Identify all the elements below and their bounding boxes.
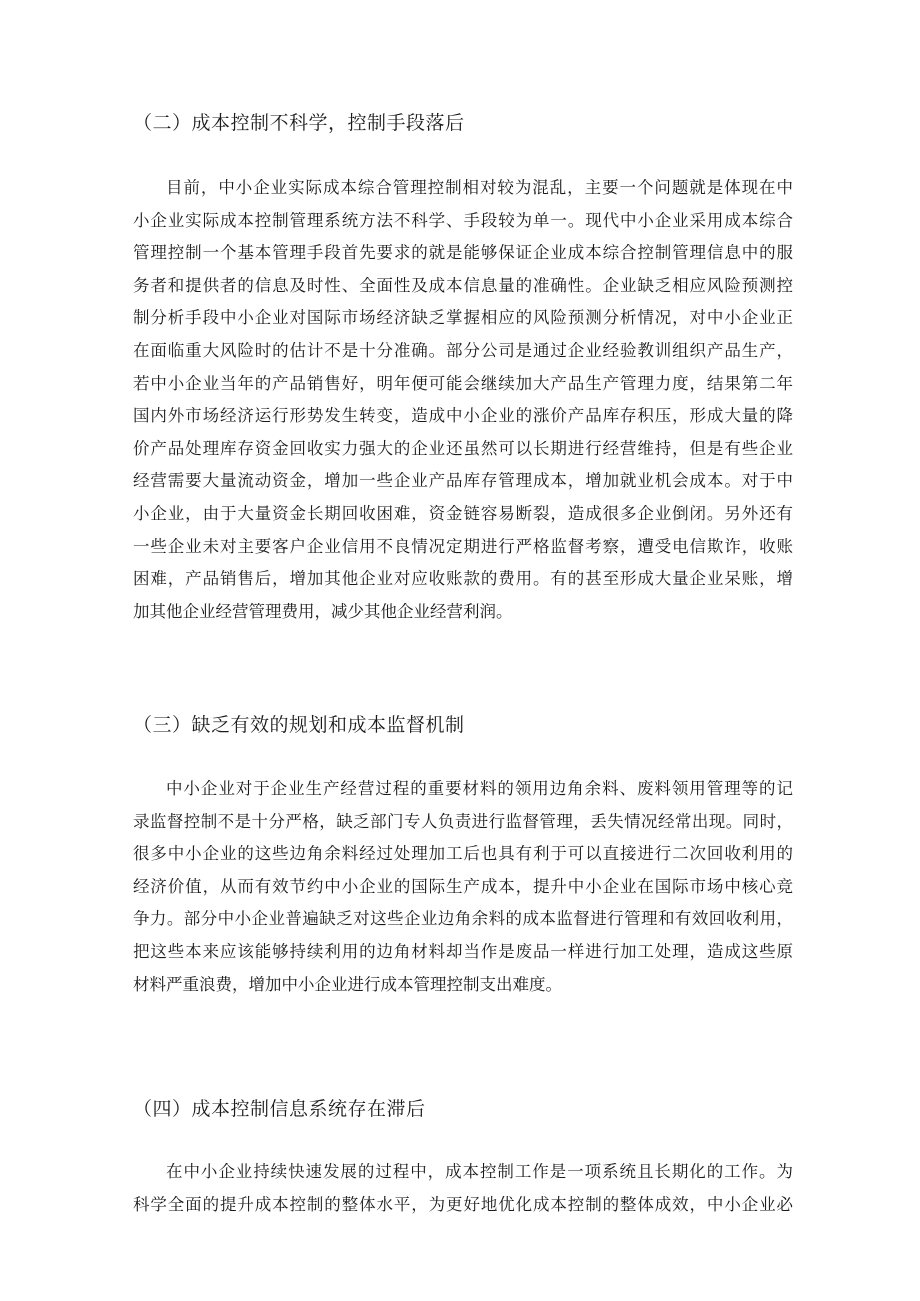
paragraph-line: 把这些本来应该能够持续利用的边角材料却当作是废品一样进行加工处理，造成这些原 [133, 941, 793, 961]
section-3-paragraph [133, 773, 793, 1001]
paragraph-line: 小企业实际成本控制管理系统方法不科学、手段较为单一。现代中小企业采用成本综合 [133, 210, 793, 230]
paragraph-line: 加其他企业经营管理费用，减少其他企业经营利润。 [133, 601, 513, 621]
section-heading-4: （四）成本控制信息系统存在滞后 [133, 1098, 426, 1120]
section-heading-2: （二）成本控制不科学，控制手段落后 [133, 112, 465, 134]
paragraph-line: 国内外市场经济运行形势发生转变，造成中小企业的涨价产品库存积压，形成大量的降 [133, 406, 793, 426]
section-heading-3: （三）缺乏有效的规划和成本监督机制 [133, 714, 465, 736]
paragraph-line: 若中小企业当年的产品销售好，明年便可能会继续加大产品生产管理力度，结果第二年 [133, 373, 793, 393]
paragraph-line: 材料严重浪费，增加中小企业进行成本管理控制支出难度。 [133, 974, 562, 994]
paragraph-line: 中小企业对于企业生产经营过程的重要材料的领用边角余料、废料领用管理等的记 [166, 779, 793, 798]
paragraph-line: 经济价值，从而有效节约中小企业的国际生产成本，提升中小企业在国际市场中核心竞 [133, 876, 793, 896]
paragraph-line: 务者和提供者的信息及时性、全面性及成本信息量的准确性。企业缺乏相应风险预测控 [133, 275, 793, 295]
paragraph-line: 在面临重大风险时的估计不是十分准确。部分公司是通过企业经验教训组织产品生产， [133, 340, 793, 360]
paragraph-line: 科学全面的提升成本控制的整体水平，为更好地优化成本控制的整体成效，中小企业必 [133, 1194, 793, 1214]
paragraph-line: 价产品处理库存资金回收实力强大的企业还虽然可以长期进行经营维持，但是有些企业 [133, 438, 793, 458]
paragraph-line: 管理控制一个基本管理手段首先要求的就是能够保证企业成本综合控制管理信息中的服 [133, 243, 793, 263]
paragraph-line: 录监督控制不是十分严格，缺乏部门专人负责进行监督管理，丢失情况经常出现。同时， [133, 811, 793, 831]
section-4-paragraph [133, 1156, 793, 1221]
paragraph-line: 经营需要大量流动资金，增加一些企业产品库存管理成本，增加就业机会成本。对于中 [133, 471, 793, 491]
paragraph-line: 一些企业未对主要客户企业信用不良情况定期进行严格监督考察，遭受电信欺诈，收账 [133, 536, 793, 556]
section-2-paragraph [133, 172, 793, 628]
paragraph-line: 目前，中小企业实际成本综合管理控制相对较为混乱，主要一个问题就是体现在中 [166, 178, 793, 197]
paragraph-line: 制分析手段中小企业对国际市场经济缺乏掌握相应的风险预测分析情况，对中小企业正 [133, 308, 793, 328]
paragraph-line: 困难，产品销售后，增加其他企业对应收账款的费用。有的甚至形成大量企业呆账，增 [133, 569, 793, 589]
paragraph-line: 小企业，由于大量资金长期回收困难，资金链容易断裂，造成很多企业倒闭。另外还有 [133, 503, 793, 523]
paragraph-line: 在中小企业持续快速发展的过程中，成本控制工作是一项系统且长期化的工作。为 [166, 1162, 793, 1181]
paragraph-line: 很多中小企业的这些边角余料经过处理加工后也具有利于可以直接进行二次回收利用的 [133, 844, 793, 864]
paragraph-line: 争力。部分中小企业普遍缺乏对这些企业边角余料的成本监督进行管理和有效回收利用， [133, 909, 793, 929]
